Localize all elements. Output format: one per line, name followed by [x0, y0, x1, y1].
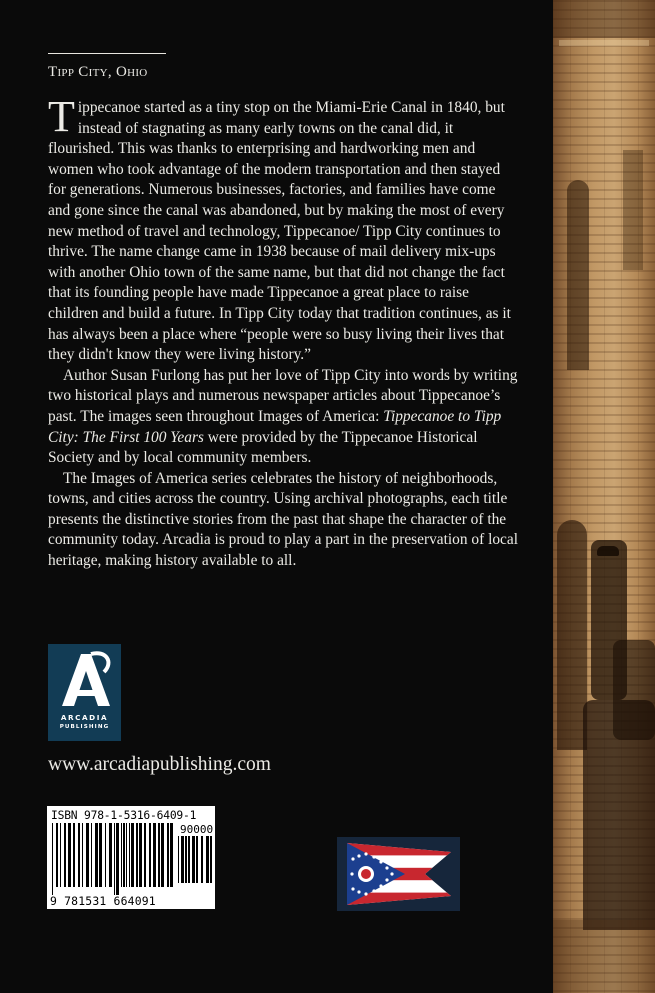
drop-cap: T [48, 92, 75, 141]
isbn-barcode [47, 806, 215, 909]
book-title: Tippecanoe to Tipp City: The First 100 Years [48, 407, 502, 446]
publisher-website: www.arcadiapublishing.com [48, 754, 271, 775]
paragraph-2-text-a: Author Susan Furlong has put her love of Tipp City into words by writing two historical plays and numerous newspaper articles about Tippecanoe’s past. The images seen throughout Images of America: [48, 366, 518, 425]
description-text [48, 92, 520, 572]
paragraph-1-text: ippecanoe started as a tiny stop on the Miami-Erie Canal in 1840, but instead of stagnating as many early towns on the canal did, it flourished. This was thanks to enterprising and hardworking men and women who took advantage of the modern transportation and then stayed for generations. Numerous businesses, factories, and families have come and gone since the canal was abandoned, but by making the most of every new method of travel and technology, Tippecanoe/ Tipp City continues to thrive. The name change came in 1938 because of mail delivery mix-ups with another Ohio town of the same name, but that did not change the fact that its founding people have made Tippecanoe a great place to raise children and build a future. In Tipp City today that tradition continues, as it has always been a place where “people were so busy living their lives that they didn't know they were living history.” [48, 99, 511, 364]
logo-wordmark: ARCADIA [60, 713, 109, 722]
logo-subtitle: PUBLISHING [59, 724, 110, 730]
price-bars [178, 836, 212, 891]
price-code: 90000 [180, 823, 214, 836]
series-title: Tipp City, Ohio [48, 64, 148, 80]
arcadia-a-logo-icon [48, 644, 121, 712]
paragraph-3: The Images of America series celebrates the history of neighborhoods, towns, and cities across the country. Using archival photographs, each title presents the distinctive stories from the past that shape the character of the community today. Arcadia is proud to play a part in the preservation of local heritage, making history available to all. [48, 469, 518, 570]
ean-bars [52, 823, 176, 895]
ean-digits: 9 781531 664091 [50, 894, 156, 908]
sepia-historical-photo [553, 0, 655, 993]
paragraph-1 [48, 92, 520, 366]
isbn-number: ISBN 978-1-5316-6409-1 [51, 809, 197, 822]
ohio-flag-icon [337, 837, 460, 911]
arcadia-logo [48, 644, 121, 741]
paragraph-2-text-b: were provided by the Tippecanoe Historical Society and by local community members. [48, 428, 478, 467]
paragraph-2 [48, 366, 520, 469]
header-rule [48, 53, 166, 54]
